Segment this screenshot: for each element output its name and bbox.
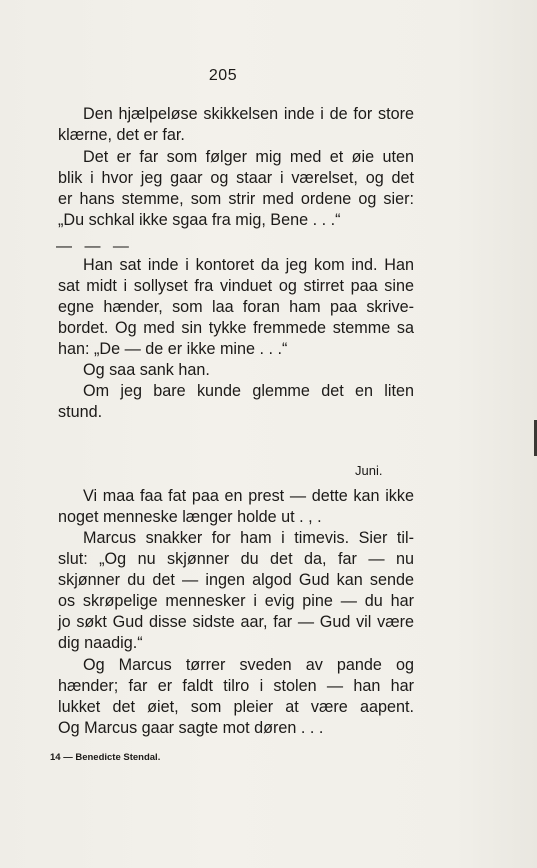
text-line: bordet. Og med sin tykke fremmede stemme sa bbox=[58, 319, 414, 337]
page-number: 205 bbox=[208, 67, 238, 84]
text-line: lukket det øiet, som pleier at være aapent. bbox=[58, 698, 414, 716]
text-line: sat midt i sollyset fra vinduet og stirret paa sine bbox=[58, 277, 414, 295]
text-line: skjønner du det — ingen algod Gud kan sende bbox=[58, 571, 414, 589]
text-line: Og Marcus gaar sagte mot døren . . . bbox=[58, 719, 324, 737]
text-line: egne hænder, som laa foran ham paa skrive- bbox=[58, 298, 414, 316]
text-line: Han sat inde i kontoret da jeg kom ind. Han bbox=[83, 256, 414, 274]
text-line: blik i hvor jeg gaar og staar i værelset, og det bbox=[58, 169, 414, 187]
text-line: dig naadig.“ bbox=[58, 634, 143, 652]
text-line: noget menneske længer holde ut . , . bbox=[58, 508, 322, 526]
text-line: klærne, det er far. bbox=[58, 126, 185, 144]
date-heading: Juni. bbox=[355, 463, 383, 478]
text-line: os skrøpelige mennesker i evig pine — du har bbox=[58, 592, 414, 610]
text-line: Den hjælpeløse skikkelsen inde i de for store bbox=[83, 105, 414, 123]
text-line: Marcus snakker for ham i timevis. Sier til- bbox=[83, 529, 414, 547]
text-line: „Du schkal ikke sgaa fra mig, Bene . . .“ bbox=[58, 211, 341, 229]
text-line: Og saa sank han. bbox=[83, 361, 210, 379]
text-line: er hans stemme, som strir med ordene og sier: bbox=[58, 190, 414, 208]
section-break: — — — bbox=[56, 238, 133, 255]
text-line: Om jeg bare kunde glemme det en liten bbox=[83, 382, 414, 400]
signature-footer: 14 — Benedicte Stendal. bbox=[50, 752, 161, 763]
text-line: stund. bbox=[58, 403, 103, 421]
text-line: hænder; far er faldt tilro i stolen — han har bbox=[58, 677, 414, 695]
text-line: slut: „Og nu skjønner du det da, far — nu bbox=[58, 550, 414, 568]
text-line: Vi maa faa fat paa en prest — dette kan ikke bbox=[83, 487, 414, 505]
text-line: Det er far som følger mig med et øie uten bbox=[83, 148, 414, 166]
text-line: Og Marcus tørrer sveden av pande og bbox=[83, 656, 414, 674]
text-line: han: „De — de er ikke mine . . .“ bbox=[58, 340, 288, 358]
text-line: jo søkt Gud disse sidste aar, far — Gud vil være bbox=[58, 613, 414, 631]
